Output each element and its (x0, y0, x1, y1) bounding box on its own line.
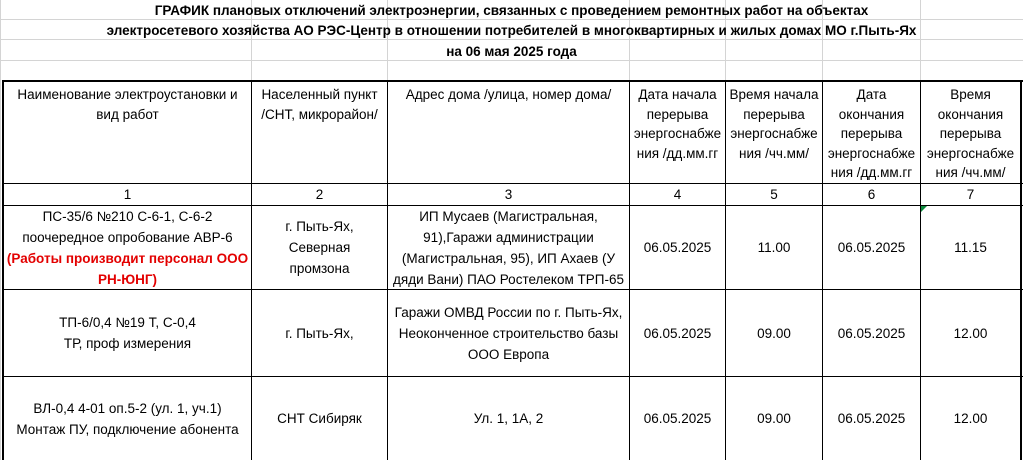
header-address-line: Адрес дома /улица, номер дома/ (405, 87, 612, 102)
settlement-line: промзона (289, 261, 350, 276)
address-line: Неоконченное строительство базы (398, 325, 619, 341)
contractor-note: РН-ЮНГ) (97, 271, 158, 287)
column-number-6: 6 (823, 184, 920, 205)
table-row-2-start-time: 09.00 (726, 290, 822, 376)
document-title-line-3: на 06 мая 2025 года (446, 44, 577, 59)
table-row-2-end-date: 06.05.2025 (823, 290, 920, 376)
address-line: 91),Гаражи администрации (423, 229, 594, 245)
name-line: ТР, проф измерения (63, 336, 192, 351)
header-end-time-line: окончания (937, 106, 1004, 122)
header-settlement-line: /СНТ, микрорайон/ (261, 106, 378, 122)
table-row-3-end-time: 12.00 (921, 377, 1020, 460)
settlement-line: СНТ Сибиряк (277, 411, 362, 426)
document-title-line-2: электросетевого хозяйства АО РЭС-Центр в отношении потребителей в многоквартирных и жилых домах МО г.Пыть-Ях (106, 23, 917, 38)
table-row-3-address (388, 377, 629, 460)
table-row-1-start-time: 11.00 (726, 206, 822, 289)
header-start-time-line: энергоснабже (730, 126, 818, 141)
header-settlement (252, 82, 387, 183)
address-line: Ул. 1, 1А, 2 (473, 411, 544, 426)
table-row-1-name (4, 206, 251, 289)
name-line: ВЛ-0,4 4-01 оп.5-2 (ул. 1, уч.1) (33, 400, 222, 416)
column-number-4: 4 (630, 184, 725, 205)
header-start-time-line: перерыва (743, 106, 805, 122)
header-end-date (823, 82, 920, 183)
header-end-date-line: перерыва (840, 126, 903, 141)
header-end-time (921, 82, 1020, 183)
table-row-2-end-time: 12.00 (921, 290, 1020, 376)
table-row-3-start-date: 06.05.2025 (630, 377, 725, 460)
column-number-3: 3 (388, 184, 629, 205)
header-name-line: вид работ (96, 106, 159, 122)
table-row-2-address (388, 290, 629, 376)
table-row-1-start-date: 06.05.2025 (630, 206, 725, 289)
settlement-line: г. Пыть-Ях, (285, 325, 354, 341)
address-line: ООО Европа (467, 346, 550, 362)
name-line: ПС-35/6 №210 С-6-1, С-6-2 (42, 208, 213, 224)
header-start-date-line: перерыва (646, 106, 709, 122)
table-row-1-end-time: 11.15 (921, 206, 1020, 289)
document-title-line-1: ГРАФИК плановых отключений электроэнергии, связанных с проведением ремонтных работ на объектах (154, 3, 869, 18)
name-line: ТП-6/0,4 №19 Т, С-0,4 (59, 315, 196, 330)
settlement-line: г. Пыть-Ях, Северная (285, 219, 354, 255)
table-row-2-name (4, 290, 251, 376)
header-end-date-line: окончания (838, 106, 905, 122)
header-end-date-line: Дата (856, 87, 887, 102)
column-number-5: 5 (726, 184, 822, 205)
address-line: ИП Мусаев (Магистральная, (419, 208, 598, 224)
name-line: поочередное опробование АВР-6 (22, 229, 233, 245)
address-line: Гаражи ОМВД России по г. Пыть-Ях, (394, 304, 623, 320)
table-row-2-settlement (252, 290, 387, 376)
table-row-3-name (4, 377, 251, 460)
column-number-7: 7 (921, 184, 1020, 205)
column-number-1: 1 (4, 184, 251, 205)
table-row-1-end-date: 06.05.2025 (823, 206, 920, 289)
contractor-note: (Работы производит персонал ООО (6, 250, 249, 266)
header-start-time (726, 82, 822, 183)
address-line: дяди Вани) ПАО Ростелеком ТРП-65 (393, 271, 624, 287)
header-start-date-line: энергоснабже (633, 126, 722, 141)
address-line: (Магистральная, 95), ИП Ахаев (У (401, 250, 616, 266)
header-start-date-line: Дата начала (638, 87, 717, 102)
header-name-line: Наименование электроустановки и (17, 87, 238, 102)
header-end-time-line: перерыва (939, 126, 1002, 141)
header-start-date (630, 82, 725, 183)
header-start-time-line: Время начала (729, 87, 819, 102)
header-end-date-line: энергоснабже (827, 145, 916, 161)
header-end-time-line: ния /чч.мм/ (935, 165, 1006, 180)
header-address (388, 82, 629, 183)
header-start-time-line: ния /чч.мм/ (739, 145, 809, 161)
table-row-1-settlement (252, 206, 387, 289)
table-row-1-address (388, 206, 629, 289)
header-name (4, 82, 251, 183)
column-number-2: 2 (252, 184, 387, 205)
header-end-time-line: энергоснабже (926, 145, 1015, 161)
table-row-3-settlement (252, 377, 387, 460)
table-row-2-start-date: 06.05.2025 (630, 290, 725, 376)
header-start-date-line: ния /дд.мм.гг (636, 145, 719, 161)
name-line: Монтаж ПУ, подключение абонента (16, 421, 239, 437)
cell-comment-marker-icon (921, 206, 927, 212)
header-settlement-line: Населенный пункт (261, 87, 378, 102)
header-end-date-line: ния /дд.мм.гг (830, 165, 913, 180)
table-row-3-end-date: 06.05.2025 (823, 377, 920, 460)
header-end-time-line: Время (950, 87, 991, 102)
table-row-3-start-time: 09.00 (726, 377, 822, 460)
